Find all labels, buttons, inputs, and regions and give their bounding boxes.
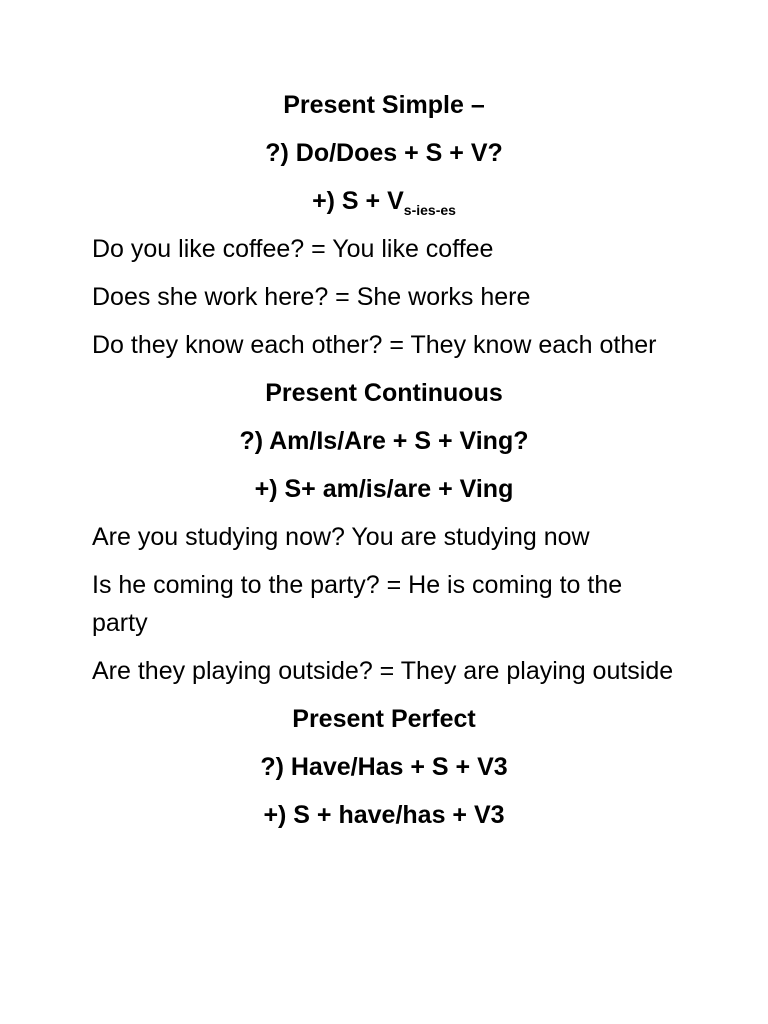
- positive-formula-present-continuous: +) S+ am/is/are + Ving: [254, 475, 514, 503]
- document-page: [92, 86, 676, 844]
- positive-formula-present-perfect: +) S + have/has + V3: [263, 801, 505, 829]
- example-sentence: Are you studying now? You are studying now: [92, 523, 590, 551]
- question-formula-present-continuous: ?) Am/Is/Are + S + Ving?: [239, 427, 529, 455]
- example-sentence: Is he coming to the party? = He is coming to the party: [92, 571, 623, 637]
- section-title-present-perfect: Present Perfect: [292, 705, 476, 733]
- question-formula-present-simple: ?) Do/Does + S + V?: [265, 139, 503, 167]
- question-formula-present-perfect: ?) Have/Has + S + V3: [260, 753, 508, 781]
- example-sentence: Are they playing outside? = They are playing outside: [92, 657, 674, 685]
- example-sentence: Do they know each other? = They know each other: [92, 331, 657, 359]
- example-sentence: Does she work here? = She works here: [92, 283, 531, 311]
- positive-formula-main: +) S + V: [312, 187, 404, 215]
- section-title-present-simple: Present Simple –: [283, 91, 485, 119]
- section-title-present-continuous: Present Continuous: [265, 379, 503, 407]
- positive-formula-present-simple: [92, 182, 676, 220]
- positive-formula-subscript: s-ies-es: [403, 202, 456, 218]
- example-sentence: Do you like coffee? = You like coffee: [92, 235, 494, 263]
